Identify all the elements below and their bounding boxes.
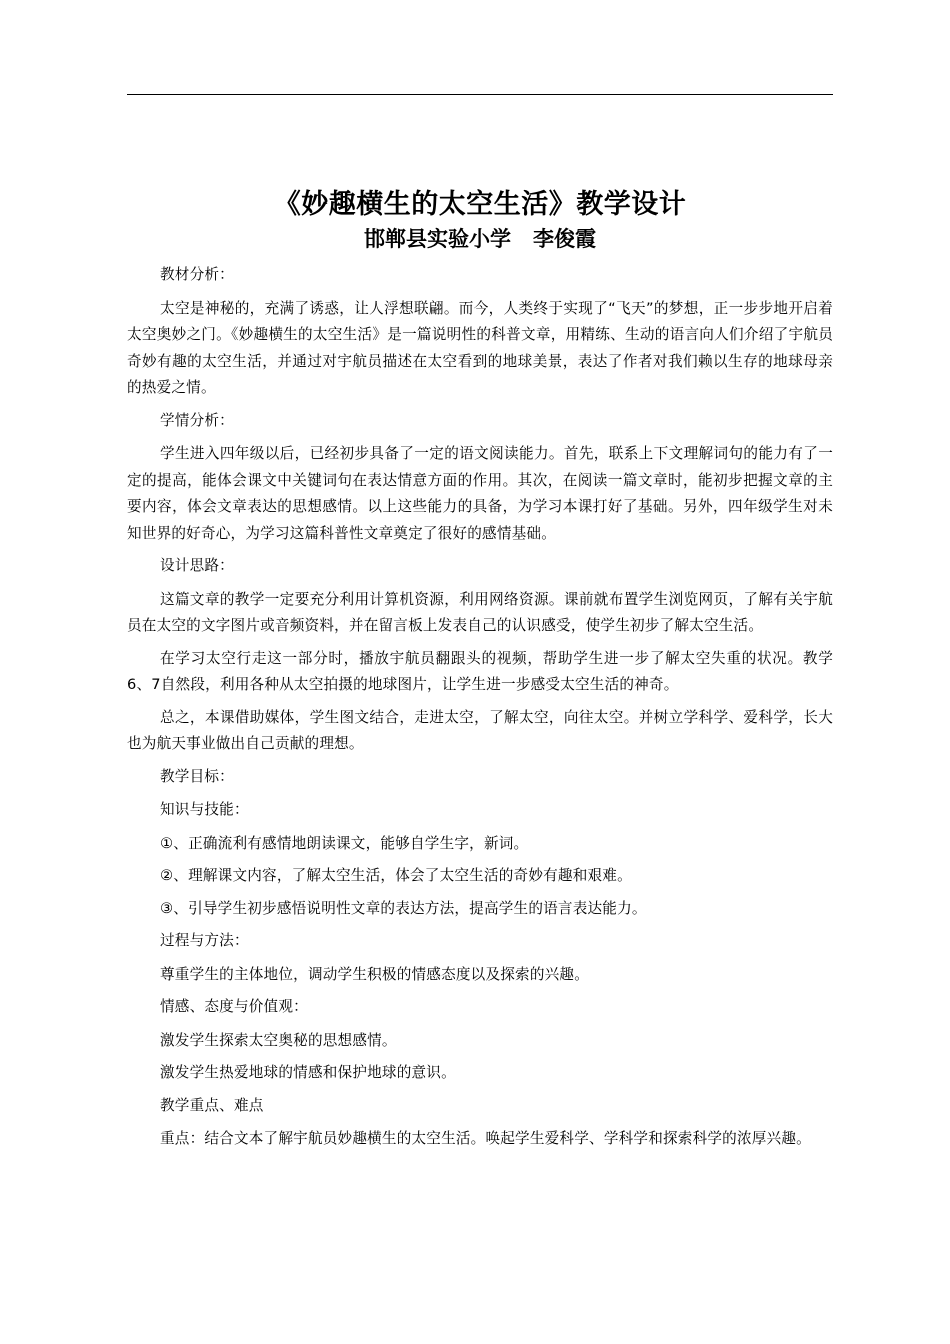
header-rule — [127, 94, 833, 95]
document-author: 邯郸县实验小学 李俊霞 — [364, 227, 596, 251]
paragraph-process-method: 尊重学生的主体地位，调动学生积极的情感态度以及探索的兴趣。 — [160, 965, 590, 983]
paragraph-design-idea-1: 这篇文章的教学一定要充分利用计算机资源，利用网络资源。课前就布置学生浏览网页，了解有关宇航员在太空的文字图片或音频资料，并在留言板上发表自己的认识感受，使学生初步了解太空生活。 — [127, 590, 833, 634]
section-heading-design-idea: 设计思路： — [160, 557, 234, 574]
goal-item-2: ②、理解课文内容，了解太空生活，体会了太空生活的奇妙有趣和艰难。 — [160, 867, 632, 884]
document-body — [127, 186, 833, 1159]
section-heading-key-points: 教学重点、难点 — [160, 1096, 264, 1114]
paragraph-emotion-1: 激发学生探索太空奥秘的思想感情。 — [160, 1031, 397, 1049]
paragraph-emotion-2: 激发学生热爱地球的情感和保护地球的意识。 — [160, 1064, 456, 1081]
section-heading-textbook-analysis: 教材分析： — [160, 266, 234, 283]
paragraph-design-idea-3: 总之，本课借助媒体，学生图文结合，走进太空，了解太空，向往太空。并树立学科学、爱科学，长大也为航天事业做出自己贡献的理想。 — [127, 708, 833, 752]
goal-item-1: ①、正确流利有感情地朗读课文，能够自学生字，新词。 — [160, 834, 529, 852]
subheading-emotion-values: 情感、态度与价值观： — [160, 998, 308, 1015]
paragraph-student-analysis: 学生进入四年级以后，已经初步具备了一定的语文阅读能力。首先，联系上下文理解词句的能力有了一定的提高，能体会课文中关键词句在表达情意方面的作用。其次，在阅读一篇文章时，能初步把握文章的主要内容，体会文章表达的思想感情。以上这些能力的具备，为学习本课打好了基础。另外，四年级学生对未知世界的好奇心，为学习这篇科普性文章奠定了很好的感情基础。 — [127, 445, 833, 542]
subheading-knowledge-skills: 知识与技能： — [160, 801, 249, 818]
section-heading-teaching-goals: 教学目标： — [160, 767, 234, 785]
subheading-process-method: 过程与方法： — [160, 932, 249, 949]
paragraph-design-idea-2: 在学习太空行走这一部分时，播放宇航员翻跟头的视频，帮助学生进一步了解太空失重的状况。教学6、7自然段，利用各种从太空拍摄的地球图片，让学生进一步感受太空生活的神奇。 — [127, 649, 833, 693]
paragraph-textbook-analysis: 太空是神秘的，充满了诱惑，让人浮想联翩。而今，人类终于实现了“飞天”的梦想，正一步步地开启着太空奥妙之门。《妙趣横生的太空生活》是一篇说明性的科普文章，用精练、生动的语言向人们介绍了宇航员奇妙有趣的太空生活，并通过对宇航员描述在太空看到的地球美景，表达了作者对我们赖以生存的地球母亲的热爱之情。 — [127, 299, 833, 396]
section-heading-student-analysis: 学情分析： — [160, 411, 234, 429]
goal-item-3: ③、引导学生初步感悟说明性文章的表达方法，提高学生的语言表达能力。 — [160, 899, 647, 917]
paragraph-key-points: 重点：结合文本了解宇航员妙趣横生的太空生活。唤起学生爱科学、学科学和探索科学的浓厚兴趣。 — [160, 1130, 811, 1147]
document-title: 《妙趣横生的太空生活》教学设计 — [273, 189, 687, 220]
